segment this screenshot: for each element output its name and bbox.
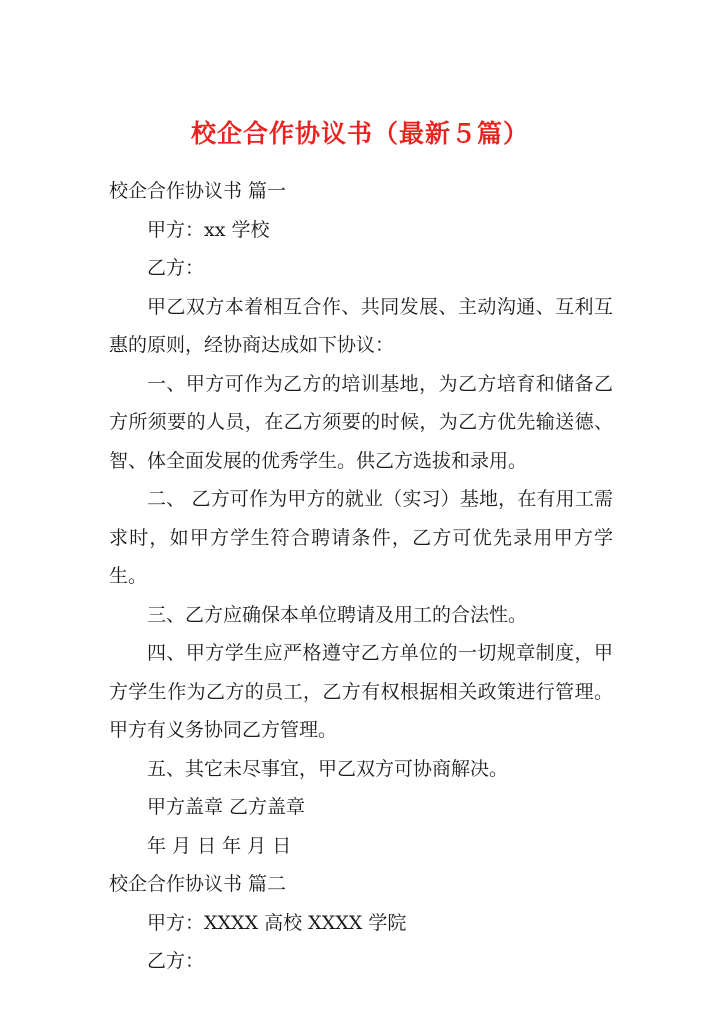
section-1-paragraph-intro: 甲乙双方本着相互合作、共同发展、主动沟通、互利互惠的原则，经协商达成如下协议：	[109, 295, 613, 356]
section-1-party-a: 甲方：xx 学校	[147, 218, 270, 241]
section-1-clause-4: 四、甲方学生应严格遵守乙方单位的一切规章制度，甲方学生作为乙方的员工，乙方有权根据相关政策进行管理。甲方有义务协同乙方管理。	[109, 642, 613, 741]
section-1-clause-3: 三、乙方应确保本单位聘请及用工的合法性。	[147, 603, 528, 626]
section-1-heading: 校企合作协议书 篇一	[109, 180, 287, 202]
section-1-party-b: 乙方：	[147, 257, 205, 279]
document-body	[109, 172, 613, 981]
section-1-seal-line: 甲方盖章 乙方盖章	[147, 796, 306, 818]
section-1-clause-2: 二、 乙方可作为甲方的就业（实习）基地，在有用工需求时，如甲方学生符合聘请条件，乙方可优先录用甲方学生。	[109, 488, 613, 587]
section-2-party-b: 乙方：	[147, 950, 205, 972]
section-1-clause-5: 五、其它未尽事宜，甲乙双方可协商解决。	[147, 757, 509, 780]
section-2-heading: 校企合作协议书 篇二	[109, 873, 287, 895]
section-1-clause-1: 一、甲方可作为乙方的培训基地，为乙方培育和储备乙方所须要的人员，在乙方须要的时候，为乙方优先输送德、智、体全面发展的优秀学生。供乙方选拔和录用。	[109, 372, 613, 472]
document-title: 校企合作协议书（最新５篇）	[190, 119, 529, 148]
section-2-party-a: 甲方：XXXX 高校 XXXX 学院	[147, 911, 407, 934]
section-1-date-line: 年 月 日 年 月 日	[147, 834, 292, 857]
